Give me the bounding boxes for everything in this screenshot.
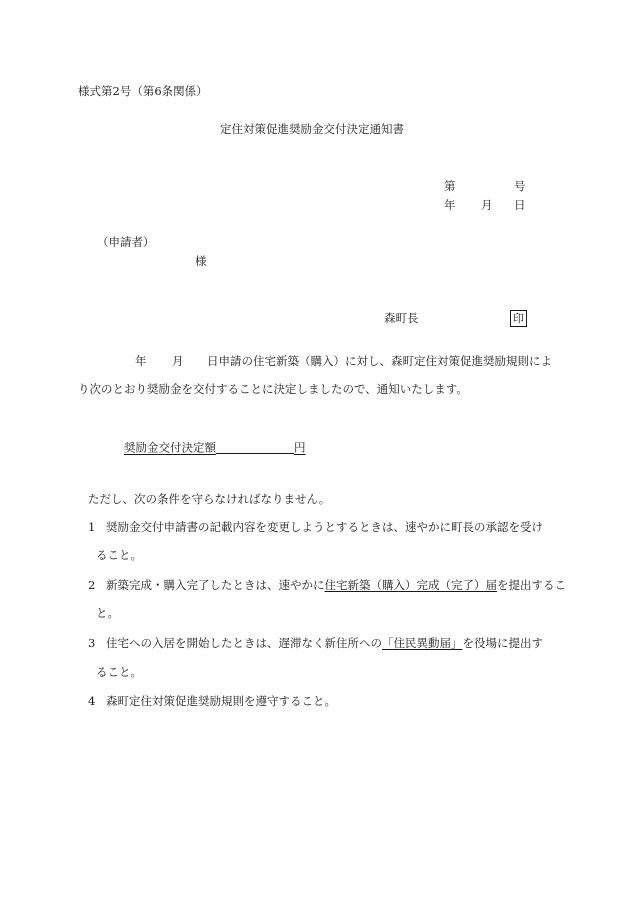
- applicant-label: （申請者）: [97, 235, 155, 249]
- amount-blank: [216, 441, 294, 454]
- applicant-honorific: 様: [195, 254, 207, 268]
- condition-3-pre: 住宅への入居を開始したときは、遅滞なく新住所への: [106, 636, 382, 650]
- condition-1-line1: 奨励金交付申請書の記載内容を変更しようとするときは、速やかに町長の承認を受け: [106, 520, 543, 534]
- date-month: 月: [481, 198, 493, 212]
- condition-3-line1: [106, 638, 543, 650]
- doc-number-dai: 第: [444, 179, 456, 193]
- date-day: 日: [514, 198, 526, 212]
- condition-2-line1: [106, 580, 566, 592]
- seal-mark: 印: [510, 310, 527, 327]
- condition-1-number: 1: [88, 520, 96, 534]
- condition-4-line1: 森町定住対策促進奨励規則を遵守すること。: [106, 694, 336, 708]
- condition-2-line2: と。: [96, 606, 119, 620]
- amount-label: 奨励金交付決定額: [124, 440, 216, 455]
- issuer-seal: [510, 310, 527, 327]
- condition-3-number: 3: [88, 636, 96, 650]
- form-number: 様式第2号（第6条関係）: [78, 84, 208, 98]
- doc-number-go: 号: [514, 179, 526, 193]
- condition-3-form-name: 「住民異動届」: [382, 636, 463, 650]
- condition-3-line2: ること。: [96, 665, 142, 679]
- amount-line: [124, 441, 306, 454]
- condition-2-pre: 新築完成・購入完了したときは、速やかに: [106, 578, 325, 592]
- date-year: 年: [444, 198, 456, 212]
- issuer-name: 森町長: [384, 311, 419, 325]
- condition-2-number: 2: [88, 578, 96, 592]
- body-year: 年: [135, 354, 147, 368]
- body-line2: り次のとおり奨励金を交付することに決定しましたので、通知いたします。: [78, 382, 468, 396]
- condition-1-line2: ること。: [96, 548, 142, 562]
- amount-unit: 円: [294, 440, 306, 455]
- body-line1-tail: 日申請の住宅新築（購入）に対し、森町定住対策促進奨励規則によ: [207, 354, 552, 368]
- condition-2-post: を提出するこ: [497, 578, 566, 592]
- conditions-intro: ただし、次の条件を守らなければなりません。: [88, 492, 331, 506]
- condition-3-post: を役場に提出す: [462, 636, 543, 650]
- condition-4-number: 4: [88, 694, 96, 708]
- condition-2-form-name: 住宅新築（購入）完成（完了）届: [324, 578, 497, 592]
- body-month: 月: [172, 354, 184, 368]
- document-title: 定住対策促進奨励金交付決定通知書: [220, 122, 404, 136]
